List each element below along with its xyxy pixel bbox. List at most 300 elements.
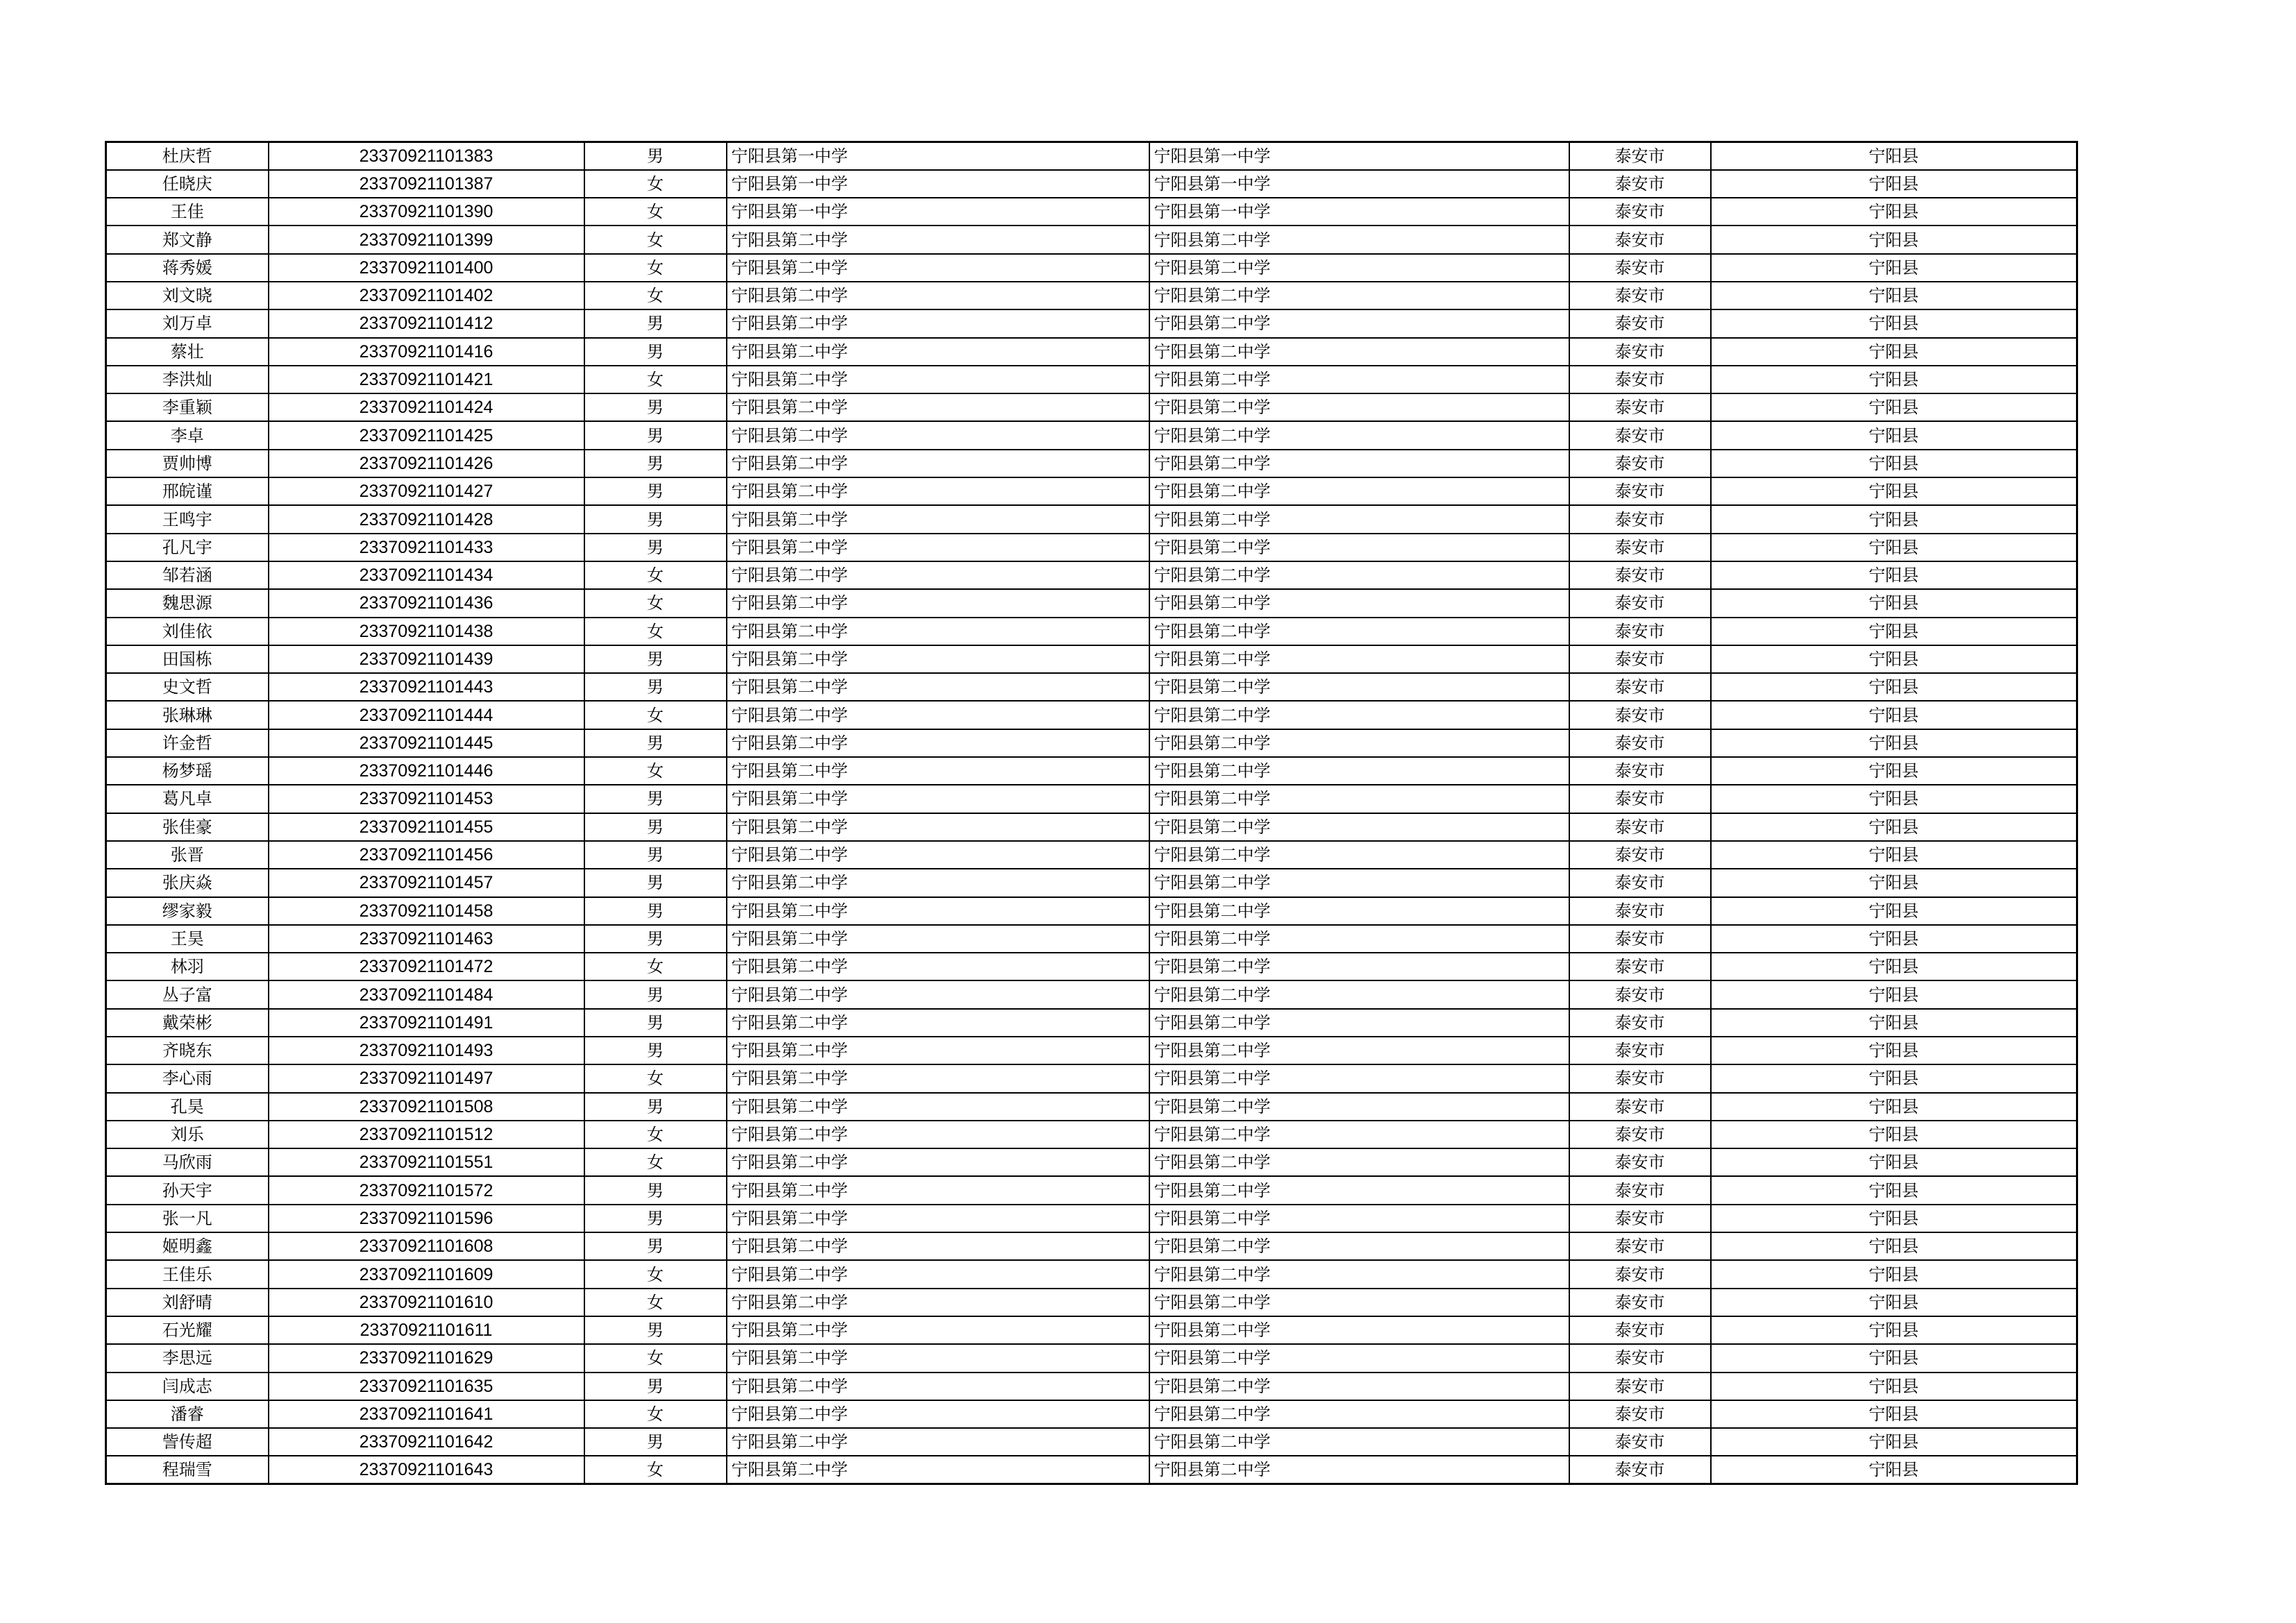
admission-school-cell: 宁阳县第二中学 xyxy=(1149,1289,1569,1316)
exam-id-cell: 23370921101596 xyxy=(269,1205,584,1232)
county-cell: 宁阳县 xyxy=(1711,534,2077,561)
county-cell: 宁阳县 xyxy=(1711,1009,2077,1037)
student-name-cell: 刘文晓 xyxy=(106,282,269,309)
student-name-cell: 王昊 xyxy=(106,925,269,953)
gender-cell: 男 xyxy=(584,393,727,421)
table-row xyxy=(106,1428,2077,1456)
school-cell: 宁阳县第二中学 xyxy=(727,813,1149,841)
city-cell: 泰安市 xyxy=(1569,477,1711,505)
city-cell: 泰安市 xyxy=(1569,785,1711,813)
county-cell: 宁阳县 xyxy=(1711,645,2077,673)
table-row xyxy=(106,1289,2077,1316)
school-cell: 宁阳县第二中学 xyxy=(727,1121,1149,1148)
gender-cell: 男 xyxy=(584,813,727,841)
exam-id-cell: 23370921101551 xyxy=(269,1148,584,1176)
exam-id-cell: 23370921101421 xyxy=(269,366,584,393)
student-name-cell: 张琳琳 xyxy=(106,701,269,729)
admission-school-cell: 宁阳县第二中学 xyxy=(1149,701,1569,729)
table-row xyxy=(106,477,2077,505)
county-cell: 宁阳县 xyxy=(1711,254,2077,282)
city-cell: 泰安市 xyxy=(1569,309,1711,337)
admission-school-cell: 宁阳县第二中学 xyxy=(1149,282,1569,309)
admission-school-cell: 宁阳县第二中学 xyxy=(1149,226,1569,253)
exam-id-cell: 23370921101508 xyxy=(269,1093,584,1121)
county-cell: 宁阳县 xyxy=(1711,142,2077,170)
gender-cell: 男 xyxy=(584,1205,727,1232)
city-cell: 泰安市 xyxy=(1569,1121,1711,1148)
city-cell: 泰安市 xyxy=(1569,282,1711,309)
school-cell: 宁阳县第二中学 xyxy=(727,1093,1149,1121)
exam-id-cell: 23370921101436 xyxy=(269,589,584,617)
admission-school-cell: 宁阳县第二中学 xyxy=(1149,1205,1569,1232)
county-cell: 宁阳县 xyxy=(1711,869,2077,897)
gender-cell: 男 xyxy=(584,869,727,897)
city-cell: 泰安市 xyxy=(1569,980,1711,1008)
exam-id-cell: 23370921101400 xyxy=(269,254,584,282)
school-cell: 宁阳县第二中学 xyxy=(727,1009,1149,1037)
student-name-cell: 齐晓东 xyxy=(106,1037,269,1064)
city-cell: 泰安市 xyxy=(1569,534,1711,561)
city-cell: 泰安市 xyxy=(1569,1289,1711,1316)
county-cell: 宁阳县 xyxy=(1711,421,2077,449)
student-name-cell: 葛凡卓 xyxy=(106,785,269,813)
gender-cell: 女 xyxy=(584,1260,727,1288)
county-cell: 宁阳县 xyxy=(1711,841,2077,869)
gender-cell: 男 xyxy=(584,785,727,813)
gender-cell: 男 xyxy=(584,505,727,533)
city-cell: 泰安市 xyxy=(1569,1373,1711,1400)
student-name-cell: 孙天宇 xyxy=(106,1176,269,1204)
exam-id-cell: 23370921101390 xyxy=(269,198,584,226)
table-row xyxy=(106,366,2077,393)
school-cell: 宁阳县第二中学 xyxy=(727,1037,1149,1064)
exam-id-cell: 23370921101491 xyxy=(269,1009,584,1037)
city-cell: 泰安市 xyxy=(1569,1232,1711,1260)
student-name-cell: 郑文静 xyxy=(106,226,269,253)
city-cell: 泰安市 xyxy=(1569,366,1711,393)
school-cell: 宁阳县第二中学 xyxy=(727,561,1149,589)
school-cell: 宁阳县第二中学 xyxy=(727,1316,1149,1344)
gender-cell: 女 xyxy=(584,1064,727,1092)
table-row xyxy=(106,1260,2077,1288)
admission-school-cell: 宁阳县第一中学 xyxy=(1149,170,1569,198)
admission-school-cell: 宁阳县第二中学 xyxy=(1149,645,1569,673)
city-cell: 泰安市 xyxy=(1569,1037,1711,1064)
table-row xyxy=(106,1400,2077,1428)
school-cell: 宁阳县第二中学 xyxy=(727,841,1149,869)
county-cell: 宁阳县 xyxy=(1711,450,2077,477)
city-cell: 泰安市 xyxy=(1569,1064,1711,1092)
exam-id-cell: 23370921101412 xyxy=(269,309,584,337)
exam-id-cell: 23370921101424 xyxy=(269,393,584,421)
school-cell: 宁阳县第二中学 xyxy=(727,477,1149,505)
city-cell: 泰安市 xyxy=(1569,1456,1711,1484)
admission-school-cell: 宁阳县第二中学 xyxy=(1149,1373,1569,1400)
school-cell: 宁阳县第二中学 xyxy=(727,1373,1149,1400)
admission-school-cell: 宁阳县第二中学 xyxy=(1149,925,1569,953)
student-name-cell: 邹若涵 xyxy=(106,561,269,589)
city-cell: 泰安市 xyxy=(1569,589,1711,617)
exam-id-cell: 23370921101641 xyxy=(269,1400,584,1428)
school-cell: 宁阳县第一中学 xyxy=(727,198,1149,226)
school-cell: 宁阳县第二中学 xyxy=(727,338,1149,366)
student-name-cell: 张一凡 xyxy=(106,1205,269,1232)
county-cell: 宁阳县 xyxy=(1711,1176,2077,1204)
gender-cell: 女 xyxy=(584,1121,727,1148)
exam-id-cell: 23370921101426 xyxy=(269,450,584,477)
city-cell: 泰安市 xyxy=(1569,729,1711,757)
admission-school-cell: 宁阳县第二中学 xyxy=(1149,1260,1569,1288)
county-cell: 宁阳县 xyxy=(1711,1148,2077,1176)
exam-id-cell: 23370921101609 xyxy=(269,1260,584,1288)
admission-school-cell: 宁阳县第一中学 xyxy=(1149,142,1569,170)
county-cell: 宁阳县 xyxy=(1711,589,2077,617)
exam-id-cell: 23370921101416 xyxy=(269,338,584,366)
admission-school-cell: 宁阳县第二中学 xyxy=(1149,841,1569,869)
student-name-cell: 田国栋 xyxy=(106,645,269,673)
table-row xyxy=(106,645,2077,673)
table-row xyxy=(106,869,2077,897)
student-name-cell: 潘睿 xyxy=(106,1400,269,1428)
student-name-cell: 杜庆哲 xyxy=(106,142,269,170)
gender-cell: 男 xyxy=(584,421,727,449)
exam-id-cell: 23370921101399 xyxy=(269,226,584,253)
student-name-cell: 李卓 xyxy=(106,421,269,449)
table-row xyxy=(106,785,2077,813)
gender-cell: 男 xyxy=(584,645,727,673)
admission-school-cell: 宁阳县第二中学 xyxy=(1149,254,1569,282)
county-cell: 宁阳县 xyxy=(1711,1121,2077,1148)
gender-cell: 女 xyxy=(584,589,727,617)
exam-id-cell: 23370921101610 xyxy=(269,1289,584,1316)
exam-id-cell: 23370921101445 xyxy=(269,729,584,757)
school-cell: 宁阳县第二中学 xyxy=(727,1232,1149,1260)
school-cell: 宁阳县第二中学 xyxy=(727,1176,1149,1204)
student-name-cell: 姬明鑫 xyxy=(106,1232,269,1260)
admission-school-cell: 宁阳县第二中学 xyxy=(1149,729,1569,757)
exam-id-cell: 23370921101427 xyxy=(269,477,584,505)
city-cell: 泰安市 xyxy=(1569,1428,1711,1456)
county-cell: 宁阳县 xyxy=(1711,618,2077,645)
student-roster-table xyxy=(105,141,2078,1485)
city-cell: 泰安市 xyxy=(1569,198,1711,226)
admission-school-cell: 宁阳县第二中学 xyxy=(1149,1316,1569,1344)
school-cell: 宁阳县第二中学 xyxy=(727,757,1149,785)
city-cell: 泰安市 xyxy=(1569,1205,1711,1232)
table-row xyxy=(106,282,2077,309)
admission-school-cell: 宁阳县第二中学 xyxy=(1149,1121,1569,1148)
exam-id-cell: 23370921101453 xyxy=(269,785,584,813)
school-cell: 宁阳县第二中学 xyxy=(727,1260,1149,1288)
gender-cell: 女 xyxy=(584,198,727,226)
county-cell: 宁阳县 xyxy=(1711,561,2077,589)
gender-cell: 女 xyxy=(584,1456,727,1484)
table-row xyxy=(106,925,2077,953)
school-cell: 宁阳县第二中学 xyxy=(727,589,1149,617)
exam-id-cell: 23370921101428 xyxy=(269,505,584,533)
county-cell: 宁阳县 xyxy=(1711,785,2077,813)
table-row xyxy=(106,226,2077,253)
admission-school-cell: 宁阳县第二中学 xyxy=(1149,618,1569,645)
county-cell: 宁阳县 xyxy=(1711,673,2077,701)
school-cell: 宁阳县第二中学 xyxy=(727,1428,1149,1456)
table-row xyxy=(106,589,2077,617)
student-name-cell: 孔凡宇 xyxy=(106,534,269,561)
county-cell: 宁阳县 xyxy=(1711,282,2077,309)
school-cell: 宁阳县第二中学 xyxy=(727,505,1149,533)
student-name-cell: 刘万卓 xyxy=(106,309,269,337)
table-row xyxy=(106,1344,2077,1372)
gender-cell: 女 xyxy=(584,282,727,309)
table-row xyxy=(106,450,2077,477)
admission-school-cell: 宁阳县第二中学 xyxy=(1149,589,1569,617)
city-cell: 泰安市 xyxy=(1569,701,1711,729)
table-row xyxy=(106,1093,2077,1121)
admission-school-cell: 宁阳县第二中学 xyxy=(1149,505,1569,533)
table-row xyxy=(106,1373,2077,1400)
city-cell: 泰安市 xyxy=(1569,925,1711,953)
admission-school-cell: 宁阳县第二中学 xyxy=(1149,757,1569,785)
county-cell: 宁阳县 xyxy=(1711,366,2077,393)
city-cell: 泰安市 xyxy=(1569,450,1711,477)
gender-cell: 男 xyxy=(584,1316,727,1344)
county-cell: 宁阳县 xyxy=(1711,393,2077,421)
table-row xyxy=(106,897,2077,925)
table-row xyxy=(106,1232,2077,1260)
city-cell: 泰安市 xyxy=(1569,1176,1711,1204)
gender-cell: 女 xyxy=(584,170,727,198)
school-cell: 宁阳县第二中学 xyxy=(727,226,1149,253)
admission-school-cell: 宁阳县第一中学 xyxy=(1149,198,1569,226)
gender-cell: 女 xyxy=(584,618,727,645)
exam-id-cell: 23370921101383 xyxy=(269,142,584,170)
exam-id-cell: 23370921101444 xyxy=(269,701,584,729)
admission-school-cell: 宁阳县第二中学 xyxy=(1149,1344,1569,1372)
admission-school-cell: 宁阳县第二中学 xyxy=(1149,813,1569,841)
student-name-cell: 张晋 xyxy=(106,841,269,869)
student-name-cell: 戴荣彬 xyxy=(106,1009,269,1037)
student-name-cell: 张庆焱 xyxy=(106,869,269,897)
city-cell: 泰安市 xyxy=(1569,142,1711,170)
city-cell: 泰安市 xyxy=(1569,421,1711,449)
exam-id-cell: 23370921101643 xyxy=(269,1456,584,1484)
gender-cell: 男 xyxy=(584,1037,727,1064)
county-cell: 宁阳县 xyxy=(1711,1232,2077,1260)
table-row xyxy=(106,1121,2077,1148)
gender-cell: 男 xyxy=(584,980,727,1008)
exam-id-cell: 23370921101458 xyxy=(269,897,584,925)
county-cell: 宁阳县 xyxy=(1711,1093,2077,1121)
city-cell: 泰安市 xyxy=(1569,953,1711,980)
school-cell: 宁阳县第一中学 xyxy=(727,170,1149,198)
exam-id-cell: 23370921101472 xyxy=(269,953,584,980)
table-row xyxy=(106,309,2077,337)
student-name-cell: 缪家毅 xyxy=(106,897,269,925)
student-name-cell: 林羽 xyxy=(106,953,269,980)
gender-cell: 男 xyxy=(584,897,727,925)
county-cell: 宁阳县 xyxy=(1711,477,2077,505)
student-name-cell: 李思远 xyxy=(106,1344,269,1372)
student-name-cell: 訾传超 xyxy=(106,1428,269,1456)
admission-school-cell: 宁阳县第二中学 xyxy=(1149,785,1569,813)
county-cell: 宁阳县 xyxy=(1711,701,2077,729)
county-cell: 宁阳县 xyxy=(1711,1316,2077,1344)
county-cell: 宁阳县 xyxy=(1711,1205,2077,1232)
student-name-cell: 张佳豪 xyxy=(106,813,269,841)
gender-cell: 女 xyxy=(584,1148,727,1176)
table-row xyxy=(106,534,2077,561)
county-cell: 宁阳县 xyxy=(1711,309,2077,337)
school-cell: 宁阳县第二中学 xyxy=(727,925,1149,953)
exam-id-cell: 23370921101402 xyxy=(269,282,584,309)
exam-id-cell: 23370921101572 xyxy=(269,1176,584,1204)
table-row xyxy=(106,729,2077,757)
school-cell: 宁阳县第二中学 xyxy=(727,645,1149,673)
exam-id-cell: 23370921101484 xyxy=(269,980,584,1008)
county-cell: 宁阳县 xyxy=(1711,226,2077,253)
county-cell: 宁阳县 xyxy=(1711,338,2077,366)
city-cell: 泰安市 xyxy=(1569,505,1711,533)
gender-cell: 男 xyxy=(584,1373,727,1400)
exam-id-cell: 23370921101457 xyxy=(269,869,584,897)
city-cell: 泰安市 xyxy=(1569,1260,1711,1288)
city-cell: 泰安市 xyxy=(1569,897,1711,925)
student-name-cell: 石光耀 xyxy=(106,1316,269,1344)
city-cell: 泰安市 xyxy=(1569,1009,1711,1037)
student-name-cell: 刘舒晴 xyxy=(106,1289,269,1316)
county-cell: 宁阳县 xyxy=(1711,757,2077,785)
table-row xyxy=(106,813,2077,841)
school-cell: 宁阳县第二中学 xyxy=(727,1456,1149,1484)
school-cell: 宁阳县第二中学 xyxy=(727,1289,1149,1316)
school-cell: 宁阳县第二中学 xyxy=(727,450,1149,477)
exam-id-cell: 23370921101463 xyxy=(269,925,584,953)
table-row xyxy=(106,505,2077,533)
county-cell: 宁阳县 xyxy=(1711,1428,2077,1456)
exam-id-cell: 23370921101438 xyxy=(269,618,584,645)
table-row xyxy=(106,1456,2077,1484)
exam-id-cell: 23370921101439 xyxy=(269,645,584,673)
exam-id-cell: 23370921101635 xyxy=(269,1373,584,1400)
gender-cell: 女 xyxy=(584,757,727,785)
roster-body xyxy=(106,142,2077,1484)
gender-cell: 女 xyxy=(584,1400,727,1428)
table-row xyxy=(106,757,2077,785)
student-name-cell: 马欣雨 xyxy=(106,1148,269,1176)
table-row xyxy=(106,1148,2077,1176)
admission-school-cell: 宁阳县第二中学 xyxy=(1149,1064,1569,1092)
admission-school-cell: 宁阳县第二中学 xyxy=(1149,1093,1569,1121)
exam-id-cell: 23370921101497 xyxy=(269,1064,584,1092)
admission-school-cell: 宁阳县第二中学 xyxy=(1149,1232,1569,1260)
county-cell: 宁阳县 xyxy=(1711,1064,2077,1092)
student-name-cell: 杨梦瑶 xyxy=(106,757,269,785)
gender-cell: 男 xyxy=(584,1093,727,1121)
gender-cell: 女 xyxy=(584,254,727,282)
exam-id-cell: 23370921101456 xyxy=(269,841,584,869)
gender-cell: 男 xyxy=(584,841,727,869)
table-row xyxy=(106,142,2077,170)
exam-id-cell: 23370921101425 xyxy=(269,421,584,449)
school-cell: 宁阳县第二中学 xyxy=(727,1400,1149,1428)
student-name-cell: 史文哲 xyxy=(106,673,269,701)
city-cell: 泰安市 xyxy=(1569,1316,1711,1344)
admission-school-cell: 宁阳县第二中学 xyxy=(1149,309,1569,337)
gender-cell: 男 xyxy=(584,477,727,505)
table-row xyxy=(106,1064,2077,1092)
gender-cell: 女 xyxy=(584,953,727,980)
admission-school-cell: 宁阳县第二中学 xyxy=(1149,1400,1569,1428)
gender-cell: 女 xyxy=(584,226,727,253)
student-name-cell: 李洪灿 xyxy=(106,366,269,393)
student-name-cell: 李重颖 xyxy=(106,393,269,421)
student-name-cell: 刘乐 xyxy=(106,1121,269,1148)
city-cell: 泰安市 xyxy=(1569,1148,1711,1176)
county-cell: 宁阳县 xyxy=(1711,813,2077,841)
table-row xyxy=(106,338,2077,366)
admission-school-cell: 宁阳县第二中学 xyxy=(1149,338,1569,366)
city-cell: 泰安市 xyxy=(1569,561,1711,589)
city-cell: 泰安市 xyxy=(1569,226,1711,253)
city-cell: 泰安市 xyxy=(1569,618,1711,645)
admission-school-cell: 宁阳县第二中学 xyxy=(1149,534,1569,561)
school-cell: 宁阳县第二中学 xyxy=(727,1148,1149,1176)
school-cell: 宁阳县第二中学 xyxy=(727,1344,1149,1372)
student-name-cell: 李心雨 xyxy=(106,1064,269,1092)
gender-cell: 女 xyxy=(584,561,727,589)
admission-school-cell: 宁阳县第二中学 xyxy=(1149,477,1569,505)
city-cell: 泰安市 xyxy=(1569,1344,1711,1372)
gender-cell: 男 xyxy=(584,142,727,170)
gender-cell: 男 xyxy=(584,534,727,561)
county-cell: 宁阳县 xyxy=(1711,1400,2077,1428)
admission-school-cell: 宁阳县第二中学 xyxy=(1149,1428,1569,1456)
gender-cell: 男 xyxy=(584,1176,727,1204)
table-row xyxy=(106,393,2077,421)
exam-id-cell: 23370921101455 xyxy=(269,813,584,841)
city-cell: 泰安市 xyxy=(1569,841,1711,869)
school-cell: 宁阳县第二中学 xyxy=(727,366,1149,393)
county-cell: 宁阳县 xyxy=(1711,505,2077,533)
county-cell: 宁阳县 xyxy=(1711,1260,2077,1288)
table-row xyxy=(106,618,2077,645)
gender-cell: 男 xyxy=(584,1232,727,1260)
city-cell: 泰安市 xyxy=(1569,254,1711,282)
student-name-cell: 王佳乐 xyxy=(106,1260,269,1288)
school-cell: 宁阳县第二中学 xyxy=(727,534,1149,561)
county-cell: 宁阳县 xyxy=(1711,897,2077,925)
exam-id-cell: 23370921101608 xyxy=(269,1232,584,1260)
school-cell: 宁阳县第二中学 xyxy=(727,785,1149,813)
admission-school-cell: 宁阳县第二中学 xyxy=(1149,450,1569,477)
school-cell: 宁阳县第二中学 xyxy=(727,282,1149,309)
school-cell: 宁阳县第二中学 xyxy=(727,897,1149,925)
exam-id-cell: 23370921101611 xyxy=(269,1316,584,1344)
student-name-cell: 许金哲 xyxy=(106,729,269,757)
school-cell: 宁阳县第二中学 xyxy=(727,1205,1149,1232)
exam-id-cell: 23370921101446 xyxy=(269,757,584,785)
gender-cell: 男 xyxy=(584,450,727,477)
student-name-cell: 任晓庆 xyxy=(106,170,269,198)
student-name-cell: 闫成志 xyxy=(106,1373,269,1400)
exam-id-cell: 23370921101512 xyxy=(269,1121,584,1148)
admission-school-cell: 宁阳县第二中学 xyxy=(1149,1009,1569,1037)
gender-cell: 女 xyxy=(584,1344,727,1372)
county-cell: 宁阳县 xyxy=(1711,1373,2077,1400)
table-row xyxy=(106,1176,2077,1204)
school-cell: 宁阳县第二中学 xyxy=(727,980,1149,1008)
school-cell: 宁阳县第二中学 xyxy=(727,618,1149,645)
